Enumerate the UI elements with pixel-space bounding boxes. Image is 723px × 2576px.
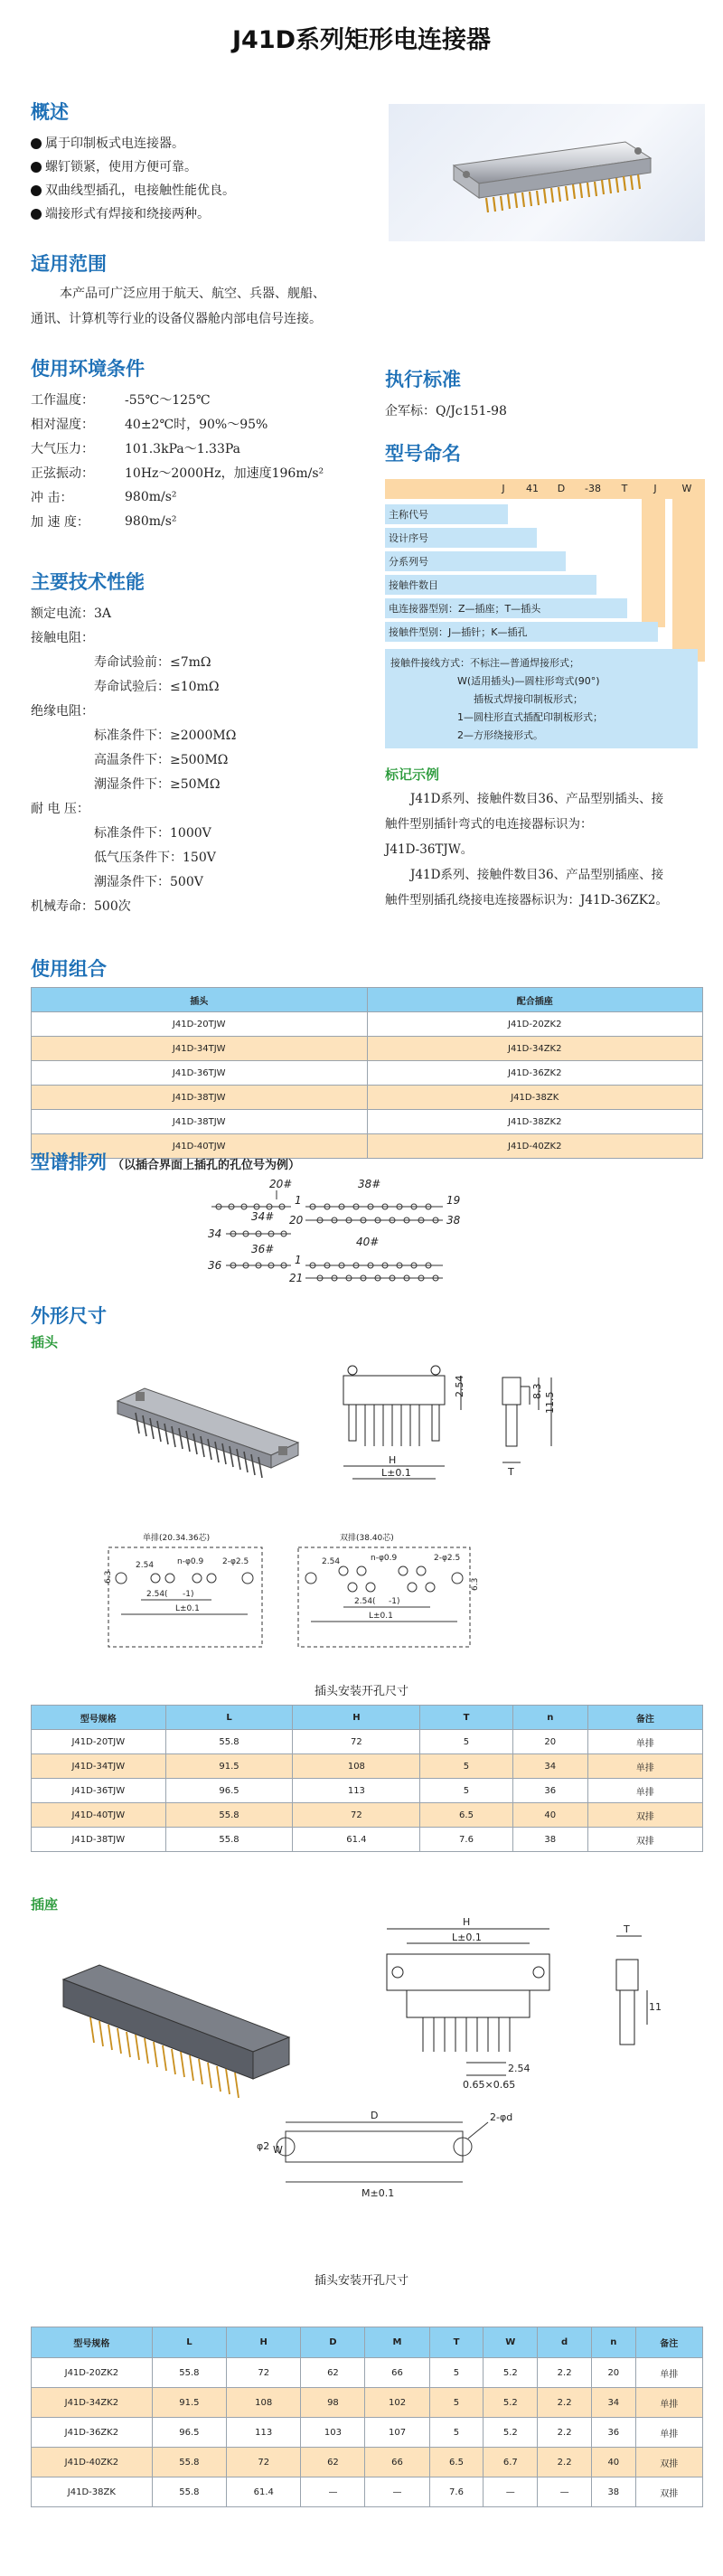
example-text (385, 786, 710, 913)
dim-label: -1) (389, 1597, 400, 1606)
pin-number: 38# (358, 1178, 381, 1190)
dim-label: L±0.1 (452, 1932, 482, 1943)
dim-label: L±0.1 (381, 1467, 411, 1479)
perf-line: 寿命试验后：≤10mΩ (94, 679, 220, 694)
perf-line: 机械寿命：500次 (31, 898, 131, 914)
bullet-icon (31, 138, 42, 149)
table-header-row (32, 988, 703, 1012)
standard-text: 企军标：Q/Jc151-98 (385, 404, 507, 418)
dim-label: H (463, 1916, 471, 1928)
overview-bullet: 双曲线型插孔，电接触性能优良。 (31, 179, 235, 202)
socket-table-title: 插头安装开孔尺寸 (314, 2274, 408, 2288)
naming-code-part: T (621, 483, 628, 494)
perf-line: 寿命试验前：≤7mΩ (94, 654, 211, 670)
example-line: 触件型别插针弯式的电连接器标识为： (385, 817, 593, 832)
table-row: J41D-36ZK2 96.5 113 103 107 5 5.2 2.2 36 单排 (32, 2418, 703, 2448)
dim-label: 2.54 (136, 1561, 155, 1570)
overview-bullet: 端接形式有焊接和绕接两种。 (31, 202, 235, 226)
naming-code-part: J (502, 483, 505, 494)
dim-label: 2-φ2.5 (434, 1554, 461, 1563)
scope-heading: 适用范围 (31, 253, 107, 275)
bullet-icon (31, 209, 42, 220)
dim-label: 6.3 (104, 1570, 113, 1584)
perf-line: 耐 电 压： (31, 801, 89, 816)
socket-hole-drawing (253, 2106, 551, 2205)
perf-list (31, 600, 374, 917)
table-header-cell: 配合插座 (367, 988, 703, 1012)
naming-column (642, 499, 665, 627)
pin-number: 36# (251, 1243, 275, 1255)
naming-code-part: -38 (585, 483, 601, 494)
naming-term-line: W(适用插头)—圆柱形弯式(90°) (457, 675, 600, 687)
perf-line: 绝缘电阻： (31, 703, 94, 719)
hole-caption-single: 单排(20.34.36芯) (143, 1534, 211, 1543)
env-row: 大气压力： 101.3kPa～1.33Pa (31, 441, 241, 456)
naming-label: 分系列号 (385, 551, 566, 571)
env-row: 正弦振动： 10Hz～2000Hz，加速度196m/s² (31, 465, 324, 481)
bullet-icon (31, 162, 42, 173)
dim-label: 11 (649, 2001, 662, 2013)
dim-label: 2.54( (354, 1597, 376, 1606)
env-row: 工作温度： -55℃～125℃ (31, 392, 211, 408)
dim-label: φ2 (257, 2140, 270, 2152)
plug-table-title: 插头安装开孔尺寸 (314, 1685, 408, 1698)
dim-label: H (389, 1454, 397, 1466)
dim-label: M±0.1 (362, 2187, 395, 2199)
plug-table (31, 1705, 703, 1852)
perf-line: 潮湿条件下：500V (94, 874, 203, 889)
pin-number: 19 (446, 1194, 461, 1207)
pin-layout-diagram (208, 1177, 533, 1289)
example-heading: 标记示例 (385, 766, 440, 783)
perf-line: 接触电阻： (31, 630, 94, 645)
naming-termination-box (385, 649, 698, 748)
hole-caption-double: 双排(38.40芯) (340, 1534, 394, 1543)
table-row: J41D-38TJW J41D-38ZK2 (32, 1110, 703, 1134)
pin-number: 1 (295, 1194, 302, 1207)
product-photo (389, 104, 705, 241)
socket-illustration (54, 1943, 316, 2115)
dim-label: W (273, 2144, 283, 2156)
table-row: J41D-20TJW 55.8 72 5 20 单排 (32, 1730, 703, 1754)
naming-label: 设计序号 (385, 528, 537, 548)
plug-illustration (108, 1356, 325, 1491)
plug-front-drawing (334, 1356, 678, 1518)
overview-bullet: 螺钉锁紧，使用方便可靠。 (31, 155, 235, 179)
naming-code-part: W (681, 483, 692, 494)
naming-heading: 型号命名 (385, 443, 461, 465)
table-header-row: 型号规格 L H D M T W d n 备注 (32, 2327, 703, 2358)
table-row: J41D-20TJW J41D-20ZK2 (32, 1012, 703, 1037)
pin-number: 40# (356, 1236, 380, 1248)
combo-heading: 使用组合 (31, 958, 107, 980)
pin-number: 36 (208, 1259, 222, 1272)
table-row: J41D-34TJW 91.5 108 5 34 单排 (32, 1754, 703, 1779)
example-line: J41D-36TJW。 (385, 842, 474, 857)
table-row: J41D-34TJW J41D-34ZK2 (32, 1037, 703, 1061)
layout-note: （以插合界面上插孔的孔位号为例） (112, 1159, 301, 1172)
env-heading: 使用环境条件 (31, 358, 145, 380)
dim-label: 2-φ2.5 (222, 1557, 249, 1566)
bullet-icon (31, 185, 42, 196)
example-line: 触件型别插孔绕接电连接器标识为：J41D-36ZK2。 (385, 893, 668, 907)
connector-photo-icon (389, 104, 705, 241)
dim-label: D (371, 2110, 379, 2121)
table-row: J41D-20ZK2 55.8 72 62 66 5 5.2 2.2 20 单排 (32, 2358, 703, 2388)
layout-heading: 型谱排列 (31, 1152, 107, 1173)
dim-label: T (508, 1466, 514, 1478)
table-row: J41D-40TJW J41D-40ZK2 (32, 1134, 703, 1159)
dim-label: n-φ0.9 (371, 1554, 398, 1563)
pin-number: 21 (289, 1272, 304, 1284)
pin-number: 34 (208, 1227, 222, 1240)
dim-label: L±0.1 (175, 1604, 200, 1613)
pin-number: 20 (289, 1214, 304, 1227)
perf-line: 标准条件下：1000V (94, 825, 211, 841)
naming-label: 接触件数目 (385, 575, 596, 595)
perf-line: 高温条件下：≥500MΩ (94, 752, 229, 767)
table-row: J41D-36TJW 96.5 113 5 36 单排 (32, 1779, 703, 1803)
dim-label: 2.54( (146, 1590, 168, 1599)
dim-label: n-φ0.9 (177, 1557, 204, 1566)
plug-hole-drawing (99, 1528, 660, 1663)
example-line: J41D系列、接触件数目36、产品型别插头、接 (410, 792, 664, 806)
pin-number: 1 (295, 1254, 302, 1266)
perf-heading: 主要技术性能 (31, 571, 145, 593)
dim-label: 8.3 (531, 1383, 543, 1399)
dims-heading: 外形尺寸 (31, 1305, 107, 1327)
dim-label: 2-φd (490, 2111, 513, 2123)
dim-label: 2.54 (454, 1375, 465, 1397)
dim-label: 2.54 (508, 2063, 531, 2074)
scope-line: 通讯、计算机等行业的设备仪器舱内部电信号连接。 (31, 312, 322, 326)
dim-label: T (624, 1923, 630, 1935)
socket-table (31, 2327, 703, 2507)
dim-label: 0.65×0.65 (463, 2079, 516, 2091)
table-header-cell: 插头 (32, 988, 368, 1012)
table-header-row: 型号规格 L H T n 备注 (32, 1706, 703, 1730)
env-list (31, 387, 356, 533)
naming-code-part: J (653, 483, 657, 494)
table-row: J41D-38TJW J41D-38ZK (32, 1086, 703, 1110)
naming-column (672, 499, 705, 662)
env-row: 冲 击： 980m/s² (31, 489, 177, 505)
socket-front-drawing (380, 1916, 705, 2097)
pin-number: 34# (251, 1210, 275, 1223)
naming-label: 主称代号 (385, 504, 508, 524)
table-row: J41D-38TJW 55.8 61.4 7.6 38 双排 (32, 1828, 703, 1852)
overview-heading: 概述 (31, 101, 69, 123)
naming-term-line: 1—圆柱形直式插配印制板形式； (457, 711, 603, 723)
dim-label: 2.54 (322, 1557, 341, 1566)
dim-label: -1) (183, 1590, 194, 1599)
table-row: J41D-36TJW J41D-36ZK2 (32, 1061, 703, 1086)
perf-line: 潮湿条件下：≥50MΩ (94, 776, 221, 792)
table-row: J41D-40ZK2 55.8 72 62 66 6.5 6.7 2.2 40 双排 (32, 2448, 703, 2477)
naming-label: 接触件型别：J—插针；K—插孔 (385, 622, 658, 642)
naming-term-title: 接触件接线方式：不标注—普通焊接形式； (390, 657, 579, 669)
layout-heading-row (31, 1148, 300, 1175)
perf-line: 标准条件下：≥2000MΩ (94, 728, 237, 743)
dim-label: 11.5 (544, 1391, 556, 1414)
table-row: J41D-34ZK2 91.5 108 98 102 5 5.2 2.2 34 单排 (32, 2388, 703, 2418)
naming-diagram (385, 479, 705, 752)
pin-number: 20# (269, 1178, 293, 1190)
table-row: J41D-40TJW 55.8 72 6.5 40 双排 (32, 1803, 703, 1828)
example-line: J41D系列、接触件数目36、产品型别插座、接 (410, 868, 664, 882)
page-title: J41D系列矩形电连接器 (231, 26, 492, 54)
dim-label: L±0.1 (369, 1612, 393, 1621)
dim-label: 6.3 (471, 1577, 480, 1591)
naming-label: 电连接器型别：Z—插座；T—插头 (385, 598, 627, 618)
scope-line: 本产品可广泛应用于航天、航空、兵器、舰船、 (60, 287, 325, 301)
naming-term-line: 2—方形绕接形式。 (457, 729, 543, 741)
standard-heading: 执行标准 (385, 369, 461, 390)
naming-code-part: 41 (526, 483, 539, 494)
combo-table (31, 987, 703, 1159)
env-row: 相对湿度： 40±2℃时，90%～95% (31, 417, 268, 432)
overview-list (31, 132, 235, 226)
overview-bullet: 属于印制板式电连接器。 (31, 132, 235, 155)
socket-heading: 插座 (31, 1896, 59, 1913)
table-row: J41D-38ZK 55.8 61.4 — — 7.6 — — 38 双排 (32, 2477, 703, 2507)
plug-heading: 插头 (31, 1334, 59, 1350)
pin-number: 38 (446, 1214, 461, 1227)
perf-line: 额定电流：3A (31, 606, 112, 621)
naming-code-part: D (557, 483, 566, 494)
env-row: 加 速 度： 980m/s² (31, 513, 177, 530)
perf-line: 低气压条件下：150V (94, 850, 216, 865)
naming-term-line: 插板式焊接印制板形式； (474, 693, 583, 705)
